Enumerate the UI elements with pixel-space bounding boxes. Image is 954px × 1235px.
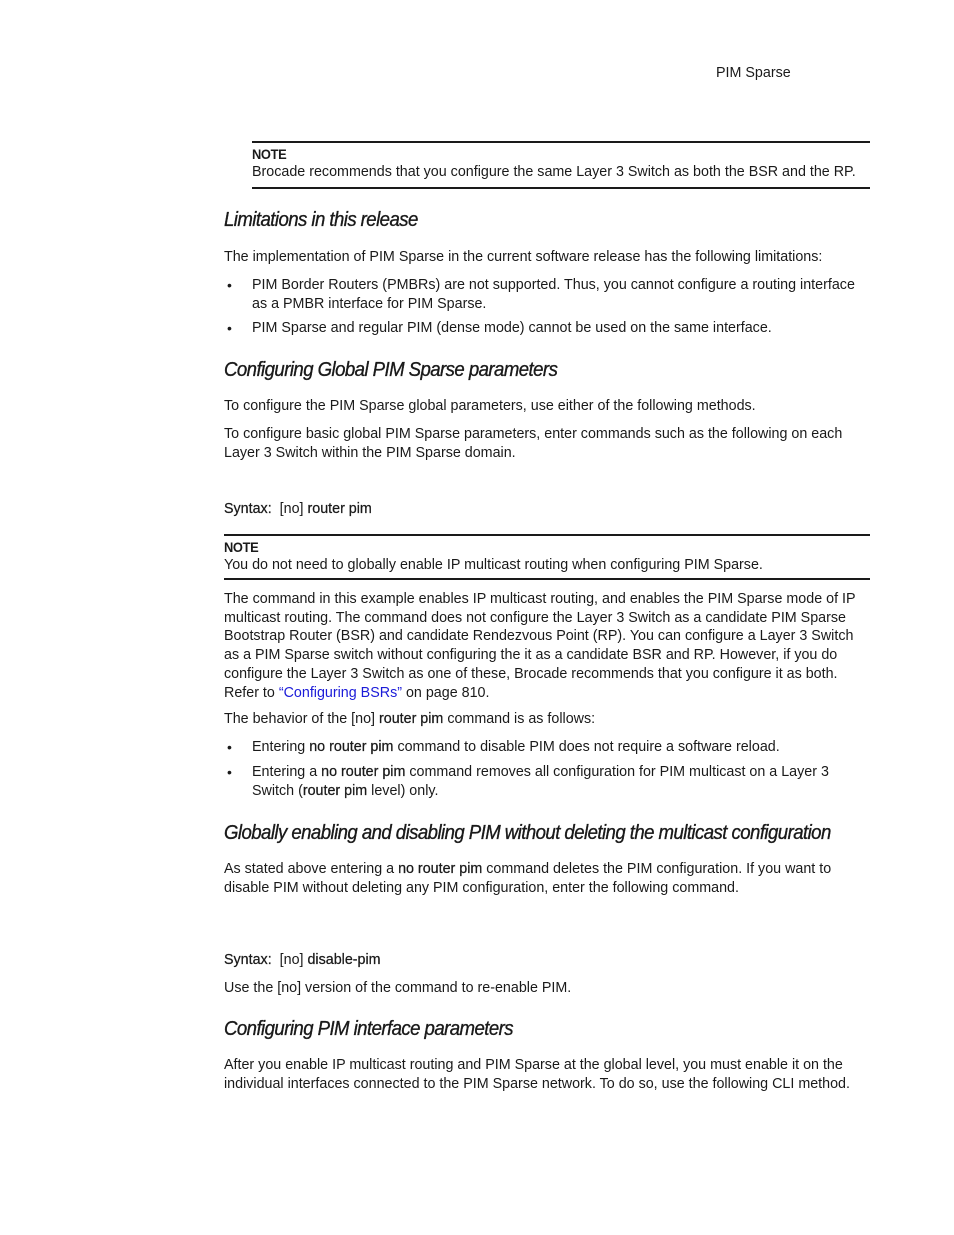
interface-intro: After you enable IP multicast routing and PIM Sparse at the global level, you must enable it on the individual interfaces connected to the PIM Sparse network. To do so, use the following CLI method. — [224, 1057, 850, 1092]
section-heading-interface: Configuring PIM interface parameters — [224, 1018, 514, 1040]
syntax-router-pim: Syntax: [no] router pim — [224, 501, 372, 517]
section-heading-limitations: Limitations in this release — [224, 209, 418, 231]
global-para2: To configure basic global PIM Sparse parameters, enter commands such as the following on each Layer 3 Switch within the PIM Sparse domain. — [224, 426, 843, 461]
list-item: • PIM Sparse and regular PIM (dense mode) cannot be used on the same interface. — [227, 320, 772, 336]
bullet-dot: • — [227, 739, 232, 755]
note-box — [224, 534, 870, 580]
note-label: NOTE — [224, 539, 259, 555]
note-text: Brocade recommends that you configure the same Layer 3 Switch as both the BSR and the RP. — [252, 164, 856, 180]
bullet-dot: • — [227, 277, 232, 293]
list-item: • Entering no router pim command to disable PIM does not require a software reload. — [227, 739, 780, 755]
configuring-bsrs-link[interactable]: “Configuring BSRs” — [278, 684, 402, 701]
syntax-disable-pim: Syntax: [no] disable-pim — [224, 952, 381, 968]
list-item: • Entering a no router pim command removes all configuration for PIM multicast on a Layer 3 Switch (router pim level) only. — [227, 764, 829, 799]
note-box — [252, 141, 870, 189]
reenable-text: Use the [no] version of the command to re-enable PIM. — [224, 980, 572, 996]
section-heading-global: Configuring Global PIM Sparse parameters — [224, 359, 558, 381]
limitations-intro: The implementation of PIM Sparse in the current software release has the following limitations: — [224, 249, 823, 265]
running-header: PIM Sparse — [716, 65, 791, 81]
note-label: NOTE — [252, 146, 287, 162]
disable-intro: As stated above entering a no router pim command deletes the PIM configuration. If you want to disable PIM without deleting any PIM configuration, enter the following command. — [224, 861, 832, 896]
global-para1: To configure the PIM Sparse global parameters, use either of the following methods. — [224, 398, 756, 414]
list-item: • PIM Border Routers (PMBRs) are not supported. Thus, you cannot configure a routing interface as a PMBR interface for PIM Sparse. — [227, 277, 855, 312]
bullet-dot: • — [227, 320, 232, 336]
behavior-intro: The behavior of the [no] router pim command is as follows: — [224, 711, 596, 727]
note-text: You do not need to globally enable IP multicast routing when configuring PIM Sparse. — [224, 557, 763, 573]
section-heading-disable: Globally enabling and disabling PIM without deleting the multicast configuration — [224, 822, 831, 844]
bullet-dot: • — [227, 764, 232, 780]
global-body: The command in this example enables IP multicast routing, and enables the PIM Sparse mode of IP multicast routing. The command does not configure the Layer 3 Switch as a candidate PIM Sparse Bootstrap Router (BSR) and candidate Rendezvous Point (RP). You can configure a Layer 3 Switch as a PIM Sparse switch without configuring the it as a candidate BSR and RP. However, if you do configure the Layer 3 Switch as one of these, Brocade recommends that you configure it as both. Refer to “Configuring BSRs” on page 810. — [224, 591, 856, 701]
